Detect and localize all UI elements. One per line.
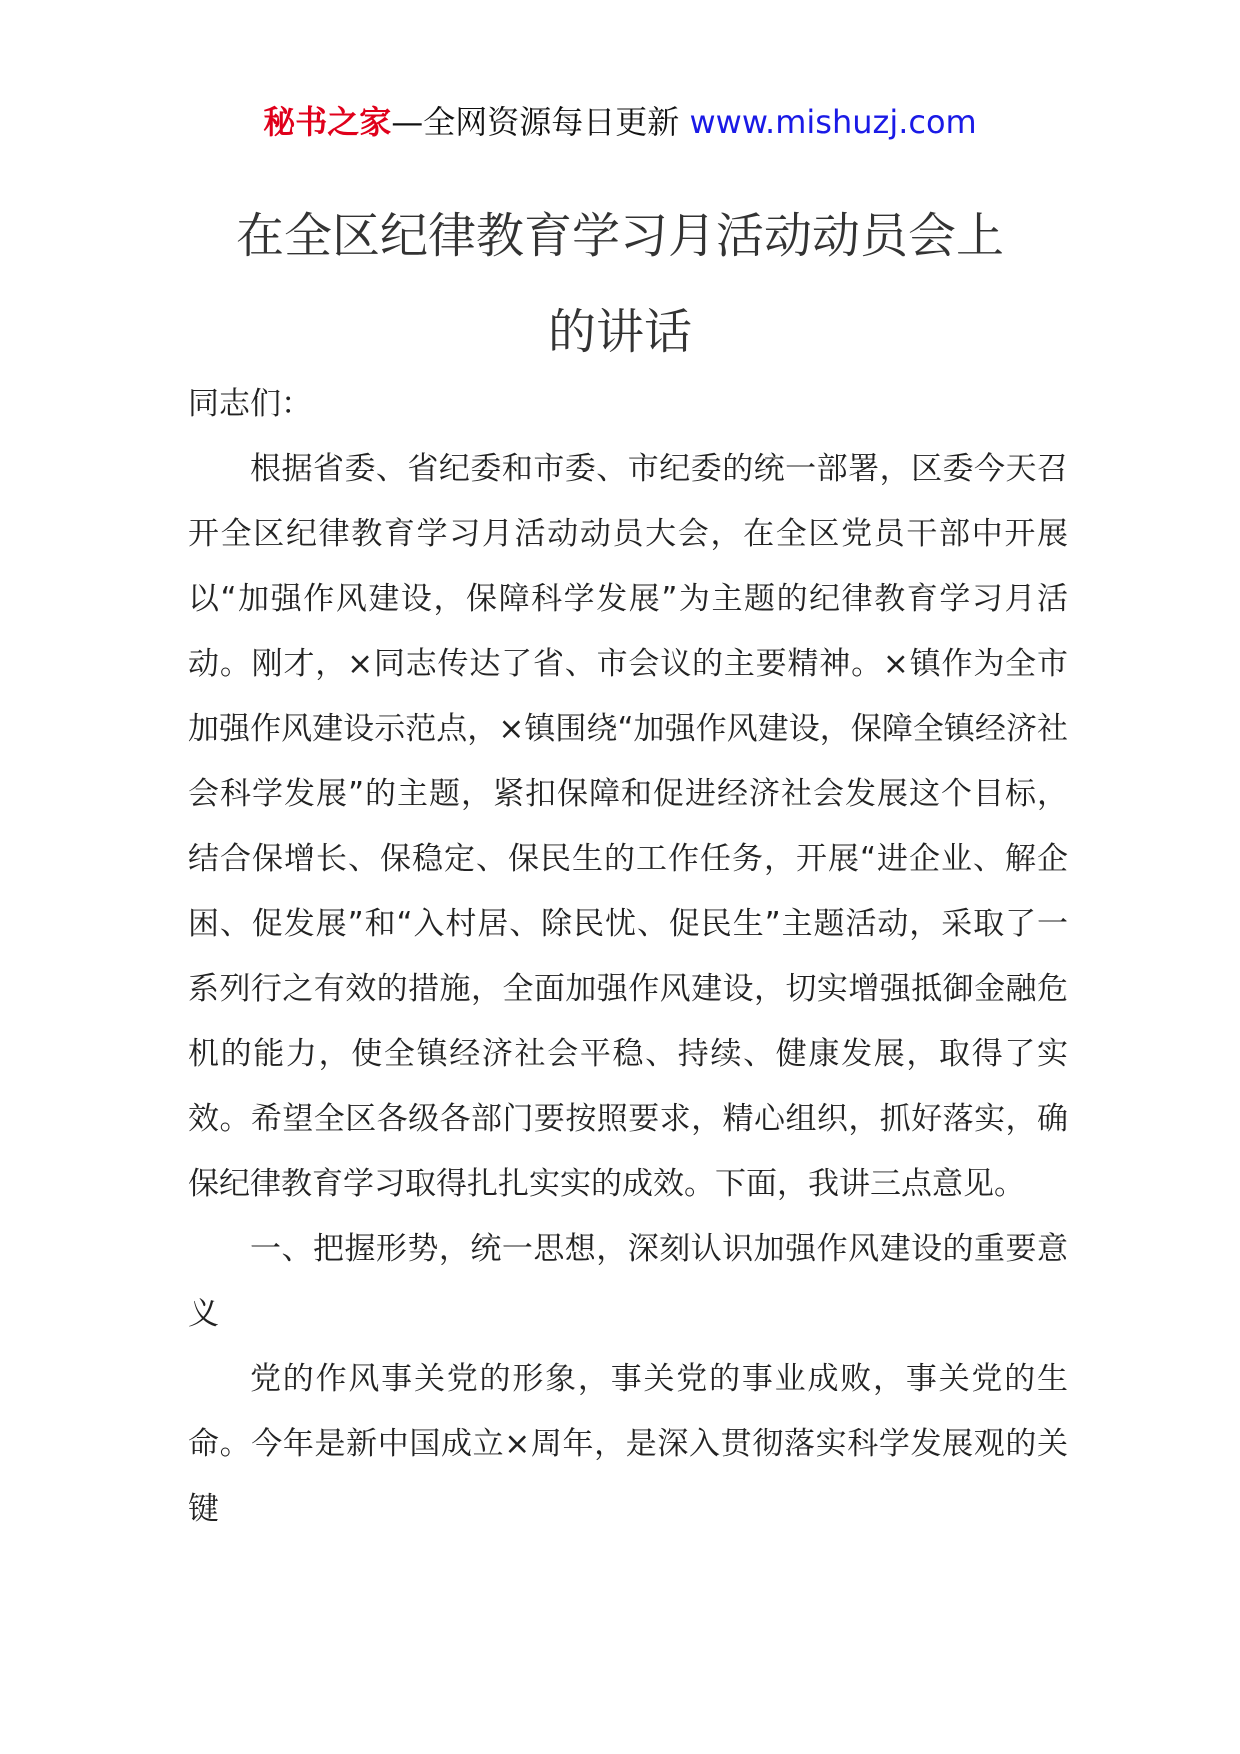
site-url-link[interactable]: www.mishuzj.com (689, 103, 977, 141)
title-line-1: 在全区纪律教育学习月活动动员会上 (235, 208, 1004, 264)
brand-name: 秘书之家 (263, 103, 392, 141)
header-slogan: —全网资源每日更新 (391, 103, 680, 141)
salutation: 同志们： (188, 386, 312, 422)
paragraph-section-1: 党的作风事关党的形象，事关党的事业成败，事关党的生命。今年是新中国成立×周年，是深入贯彻落实科学发展观的关键 (188, 1361, 1068, 1527)
paragraph-intro: 根据省委、省纪委和市委、市纪委的统一部署，区委今天召开全区纪律教育学习月活动动员大会，在全区党员干部中开展以“加强作风建设，保障科学发展”为主题的纪律教育学习月活动。刚才，×同志传达了省、市会议的主要精神。×镇作为全市加强作风建设示范点，×镇围绕“加强作风建设，保障全镇经济社会科学发展”的主题，紧扣保障和促进经济社会发展这个目标，结合保增长、保稳定、保民生的工作任务，开展“进企业、解企困、促发展”和“入村居、除民忧、促民生”主题活动，采取了一系列行之有效的措施，全面加强作风建设，切实增强抵御金融危机的能力，使全镇经济社会平稳、持续、健康发展，取得了实效。希望全区各级各部门要按照要求，精心组织，抓好落实，确保纪律教育学习取得扎扎实实的成效。下面，我讲三点意见。 (188, 451, 1068, 1202)
document-body (188, 372, 1068, 1542)
document-title (0, 188, 1240, 380)
site-header (0, 100, 1240, 144)
section-heading-1: 一、把握形势，统一思想，深刻认识加强作风建设的重要意义 (188, 1231, 1068, 1332)
title-line-2: 的讲话 (547, 304, 692, 360)
